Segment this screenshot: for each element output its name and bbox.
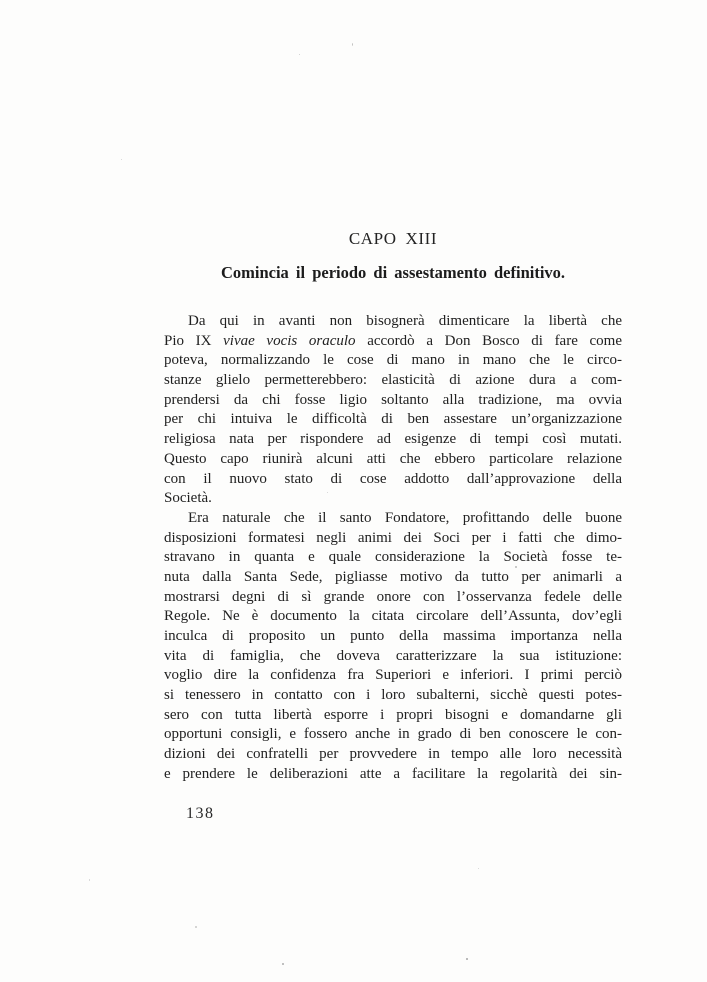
text-block	[164, 230, 622, 785]
page-number: 138	[186, 805, 215, 822]
text-line: si tenessero in contatto con i loro subalterni, sicchè questi potes-	[164, 687, 622, 704]
text-line: inculca di proposito un punto della massima importanza nella	[164, 628, 622, 644]
text-line: stravano in quanta e quale considerazione la Società fosse te-	[164, 549, 622, 566]
text-line: mostrarsi degni di sì grande onore con l’osservanza fedele delle	[164, 588, 622, 605]
chapter-subtitle: Comincia il periodo di assestamento definitivo.	[220, 263, 566, 282]
text-line: voglio dire la confidenza fra Superiori e inferiori. I primi perciò	[164, 667, 622, 684]
text-line: dizioni dei confratelli per provvedere in tempo alle loro necessità	[164, 746, 622, 763]
text-line: Regole. Ne è documento la citata circolare dell’Assunta, dov’egli	[164, 608, 622, 625]
chapter-title: CAPO XIII	[348, 229, 438, 248]
scan-speck	[352, 43, 353, 46]
text-line: Da qui in avanti non bisognerà dimenticare la libertà che	[188, 313, 622, 329]
text-line: prendersi da chi fosse ligio soltanto alla tradizione, ma ovvia	[164, 391, 622, 408]
text-line: Pio IX vivae vocis oraculo accordò a Don Bosco di fare come	[164, 332, 622, 349]
scan-speck	[466, 958, 468, 960]
text-line: poteva, normalizzando le cose di mano in mano che le circo-	[164, 352, 622, 369]
text-line: vita di famiglia, che doveva caratterizzare la sua istituzione:	[164, 647, 622, 664]
text-line: disposizioni formatesi negli animi dei Soci per i fatti che dimo-	[164, 529, 622, 546]
scan-speck	[327, 492, 328, 493]
scan-speck	[478, 868, 479, 869]
body-text	[164, 312, 622, 785]
text-line: per chi intuiva le difficoltà di ben assestare un’organizzazione	[164, 411, 622, 428]
scan-speck	[515, 566, 517, 568]
scan-speck	[121, 159, 122, 160]
text-line: stanze glielo permetterebbero: elasticità di azione dura a com-	[164, 372, 622, 389]
text-line: Questo capo riunirà alcuni atti che ebbero particolare relazione	[164, 450, 622, 467]
text-line: Società.	[164, 490, 212, 507]
text-line: con il nuovo stato di cose addotto dall’approvazione della	[164, 470, 622, 487]
scan-speck	[282, 963, 284, 965]
text-line: religiosa nata per rispondere ad esigenze di tempi così mutati.	[164, 431, 622, 448]
text-line: nuta dalla Santa Sede, pigliasse motivo da tutto per animarli a	[164, 568, 622, 585]
text-line: opportuni consigli, e fossero anche in grado di ben conoscere le con-	[164, 726, 622, 743]
text-line: Era naturale che il santo Fondatore, profittando delle buone	[188, 509, 622, 526]
scan-speck	[299, 54, 300, 55]
text-line: sero con tutta libertà esporre i propri bisogni e domandarne gli	[164, 706, 622, 723]
scan-speck	[89, 879, 90, 881]
scan-speck	[195, 926, 197, 928]
text-line: e prendere le deliberazioni atte a facilitare la regolarità dei sin-	[164, 765, 622, 782]
